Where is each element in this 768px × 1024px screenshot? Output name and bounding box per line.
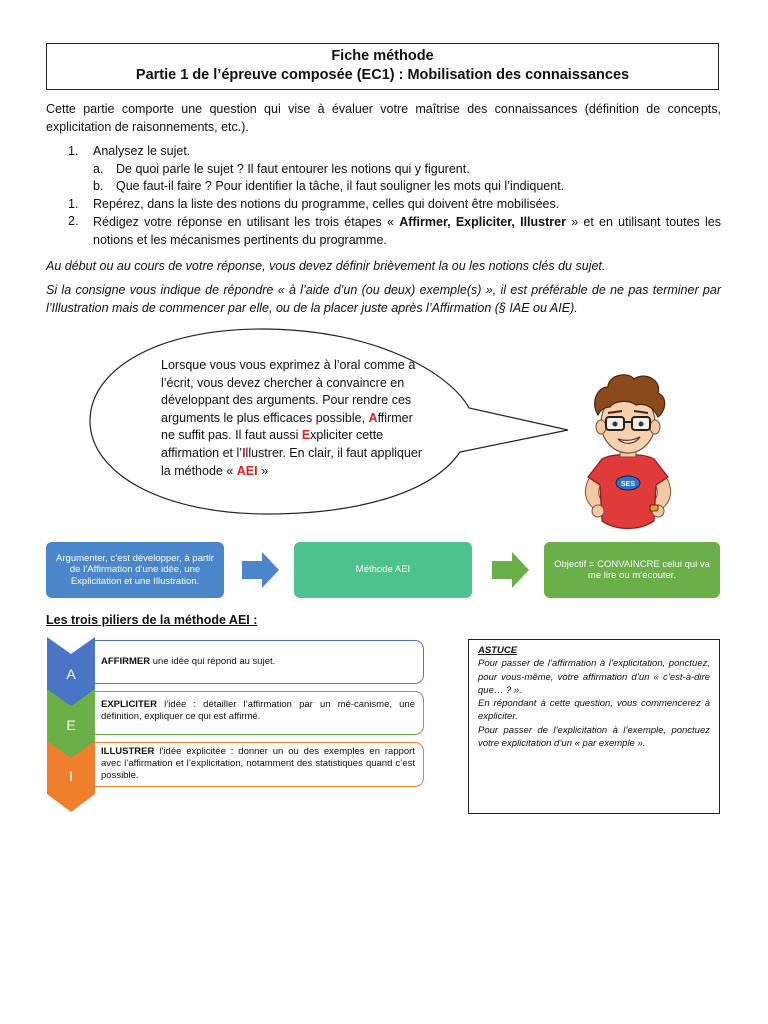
flow-box-argumenter: Argumenter, c’est développer, à partir de l’Affirmation d’une idée, une Explicitation et une Illustration. xyxy=(46,542,224,598)
note-example-order: Si la consigne vous indique de répondre « à l’aide d’un (ou deux) exemple(s) », il est préférable de ne pas terminer par l’Illustration mais de commencer par elle, ou de la placer juste après l’Affirmation (§ IAE ou AIE). xyxy=(46,283,721,315)
pillar-box-expliciter xyxy=(86,691,424,735)
astuce-title: ASTUCE xyxy=(478,645,518,656)
pillar-chevrons xyxy=(46,636,98,814)
pillar-keyword: ILLUSTRER xyxy=(101,746,155,757)
step-1a xyxy=(46,161,721,179)
title-box xyxy=(46,43,719,90)
pillar-letter-i: I xyxy=(69,768,73,784)
pillar-description: l’idée explicitée : donner un ou des exemples en rapport avec l’affirmation et l’explicitation, notamment des statistiques quand c’est possible. xyxy=(101,746,415,781)
bubble-letter-e: E xyxy=(301,428,311,443)
substep-text: Que faut-il faire ? Pour identifier la tâche, il faut souligner les mots qui l’indiquent. xyxy=(116,179,565,193)
step-3 xyxy=(46,213,721,249)
page-title: Fiche méthode xyxy=(331,48,434,64)
step-2 xyxy=(46,196,721,214)
page-subtitle: Partie 1 de l’épreuve composée (EC1) : Mobilisation des connaissances xyxy=(135,67,630,83)
pillar-box-illustrer xyxy=(86,742,424,787)
pillar-box-affirmer xyxy=(86,640,424,684)
shirt-logo-text: SES xyxy=(620,481,636,488)
character-illustration xyxy=(572,371,684,533)
step-text: Analysez le sujet. xyxy=(93,144,191,158)
bubble-letter-a: A xyxy=(368,410,378,425)
step-1 xyxy=(46,143,721,161)
pillar-keyword: EXPLICITER xyxy=(101,699,157,710)
bubble-text xyxy=(161,357,426,480)
step-text-part: » et en utilisant toutes les notions et les mécanismes pertinents du programme. xyxy=(93,215,721,247)
astuce-line: Pour passer de l’explicitation à l’exemple, ponctuez votre explicitation d’un « par exemple ». xyxy=(478,724,710,750)
bubble-text-part: Lorsque vous vous exprimez à l’oral comme à l’écrit, vous devez chercher à convaincre en développant des arguments. Pour rendre ces arguments le plus efficaces possible, xyxy=(161,358,416,425)
step-1b xyxy=(46,178,721,196)
arrow-right-icon xyxy=(240,550,280,590)
bubble-letter-i: I xyxy=(242,445,246,460)
bubble-text-part: llustrer. En clair, il faut appliquer la méthode « xyxy=(161,445,423,478)
steps-list xyxy=(46,143,721,249)
intro-paragraph: Cette partie comporte une question qui vise à évaluer votre maîtrise des connaissances (définition de concepts, explicitation de raisonnements, etc.). xyxy=(46,102,721,134)
step-text: Repérez, dans la liste des notions du programme, celles qui doivent être mobilisées. xyxy=(93,196,560,211)
astuce-box xyxy=(468,639,720,814)
step-text-bold: Affirmer, Expliciter, Illustrer xyxy=(399,215,566,229)
flow-box-methode: Méthode AEI xyxy=(294,542,472,598)
step-text-part: Rédigez votre réponse en utilisant les trois étapes « xyxy=(93,215,400,229)
substep-text: De quoi parle le sujet ? Il faut entourer les notions qui y figurent. xyxy=(116,161,470,176)
pillar-letter-e: E xyxy=(66,717,76,733)
pillar-keyword: AFFIRMER xyxy=(101,656,151,667)
bubble-text-part: » xyxy=(257,463,269,478)
substep-letter: b. xyxy=(93,179,104,193)
astuce-line: Pour passer de l’affirmation à l’explicitation, ponctuez, pour vous-même, votre affirmation d’un « c’est-à-dire que… ? ». xyxy=(478,658,710,696)
pillar-description: l’idée : détailler l’affirmation par un mé-canisme, une définition, expliquer ce qui est affirmé. xyxy=(101,699,415,722)
pillars-heading: Les trois piliers de la méthode AEI : xyxy=(46,613,258,627)
substep-letter: a. xyxy=(93,161,104,176)
note-definition: Au début ou au cours de votre réponse, vous devez définir brièvement la ou les notions clés du sujet. xyxy=(46,259,606,273)
step-text xyxy=(93,213,721,249)
pillar-letter-a: A xyxy=(66,666,76,682)
bubble-text-part: ffirmer ne suffit pas. Il faut aussi xyxy=(161,410,413,443)
pillar-description: une idée qui répond au sujet. xyxy=(150,656,276,667)
step-number: 2. xyxy=(68,214,79,228)
step-number: 1. xyxy=(68,144,79,158)
arrow-right-icon xyxy=(490,550,530,590)
bubble-text-part: xpliciter cette affirmation et l’ xyxy=(161,428,384,460)
flow-box-objectif: Objectif = CONVAINCRE celui qui va me lire ou m’écouter. xyxy=(544,542,720,598)
step-number: 1. xyxy=(68,196,79,211)
bubble-aei: AEI xyxy=(236,463,258,478)
astuce-line: En répondant à cette question, vous commencerez à expliciter. xyxy=(478,698,710,723)
